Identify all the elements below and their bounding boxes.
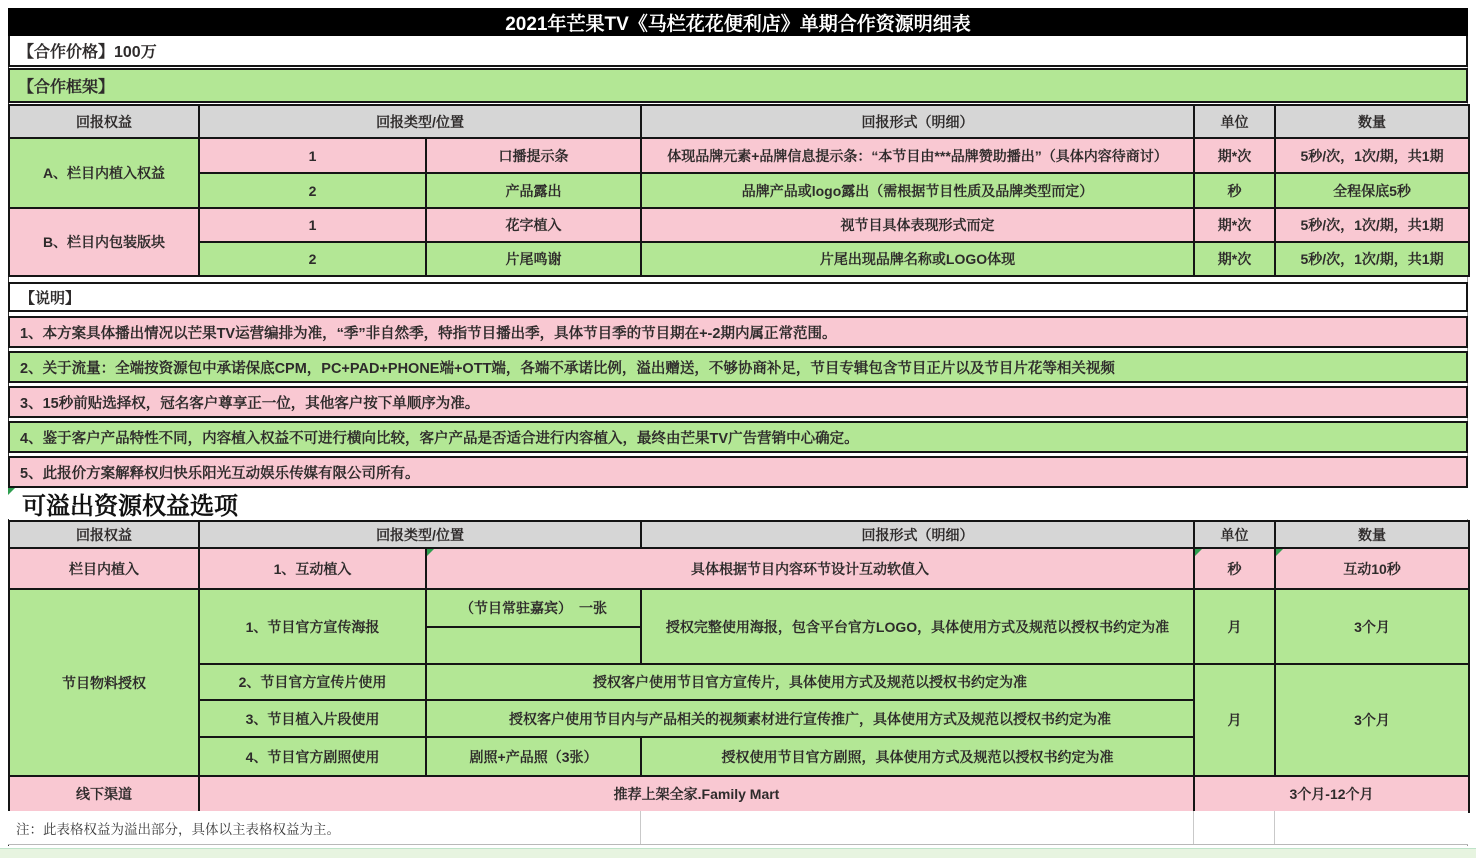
row-pos: 产品露出 <box>426 173 641 208</box>
row-detail: 推荐上架全家.Family Mart <box>199 776 1194 812</box>
row-detail: 授权客户使用节目内与产品相关的视频素材进行宣传推广，具体使用方式及规范以授权书约定为准 <box>426 700 1194 737</box>
row-pos: 片尾鸣谢 <box>426 242 641 276</box>
note-item-4: 4、鉴于客户产品特性不同，内容植入权益不可进行横向比较，客户产品是否适合进行内容植入，最终由芒果TV广告营销中心确定。 <box>8 421 1468 453</box>
cell-corner-marker <box>1195 549 1202 556</box>
row-type: 4、节目官方剧照使用 <box>199 737 426 776</box>
row-detail: 授权客户使用节目官方宣传片，具体使用方式及规范以授权书约定为准 <box>426 664 1194 700</box>
price-label: 【合作价格】100万 <box>18 44 157 61</box>
row-pos: 口播提示条 <box>426 138 641 173</box>
col-header-detail: 回报形式（明细） <box>641 105 1194 138</box>
row-detail: 授权使用节目官方剧照，具体使用方式及规范以授权书约定为准 <box>641 737 1194 776</box>
row-num: 2 <box>199 242 426 276</box>
row-qty: 5秒/次，1次/期，共1期 <box>1275 242 1469 276</box>
row-detail: 视节目具体表现形式而定 <box>641 208 1194 242</box>
row-type: 1、节目官方宣传海报 <box>199 589 426 664</box>
col-header-detail: 回报形式（明细） <box>641 521 1194 548</box>
overflow-section-title: 可溢出资源权益选项 <box>22 491 238 520</box>
row-benefit: 线下渠道 <box>9 776 199 812</box>
cell-corner-marker <box>1276 549 1283 556</box>
overflow-section-title-row <box>8 488 1468 519</box>
col-header-qty: 数量 <box>1275 521 1469 548</box>
table-row <box>9 776 1469 812</box>
bottom-strip <box>0 848 1476 858</box>
col-header-benefit: 回报权益 <box>9 521 199 548</box>
table2-header-row <box>9 521 1469 548</box>
col-header-unit: 单位 <box>1194 105 1275 138</box>
table-row <box>9 589 1469 627</box>
framework-label: 【合作框架】 <box>18 79 115 96</box>
table-row <box>9 664 1469 700</box>
cell-corner-marker <box>427 549 434 556</box>
row-unit: 秒 <box>1194 173 1275 208</box>
row-qty: 全程保底5秒 <box>1275 173 1469 208</box>
row-unit: 期*次 <box>1194 138 1275 173</box>
note-item-1: 1、本方案具体播出情况以芒果TV运营编排为准，“季”非自然季，特指节目播出季，具体节目季的节目期在+-2期内属正常范围。 <box>8 316 1468 348</box>
note-item-5: 5、此报价方案解释权归快乐阳光互动娱乐传媒有限公司所有。 <box>8 456 1468 488</box>
row-unit: 秒 <box>1194 548 1275 589</box>
col-header-qty: 数量 <box>1275 105 1469 138</box>
row-unit: 期*次 <box>1194 208 1275 242</box>
cell-corner-marker <box>8 488 15 495</box>
note-item-3: 3、15秒前贴选择权，冠名客户尊享正一位，其他客户按下单顺序为准。 <box>8 386 1468 418</box>
col-header-type: 回报类型/位置 <box>199 521 641 548</box>
overflow-table <box>8 520 1470 813</box>
row-pos: （节目常驻嘉宾） 一张 <box>426 589 641 627</box>
framework-table <box>8 104 1470 277</box>
footer-note-text: 注：此表格权益为溢出部分，具体以主表格权益为主。 <box>16 821 340 837</box>
notes-label-text: 【说明】 <box>20 289 81 307</box>
col-header-type: 回报类型/位置 <box>199 105 641 138</box>
gridline <box>640 811 641 844</box>
shared-qty: 3个月 <box>1275 664 1469 776</box>
note-item-2: 2、关于流量：全端按资源包中承诺保底CPM，PC+PAD+PHONE端+OTT端，各端不承诺比例，溢出赠送，不够协商补足，节目专辑包含节目正片以及节目片花等相关视频 <box>8 351 1468 383</box>
document-title-bar <box>8 8 1468 36</box>
group-a-cell: A、栏目内植入权益 <box>9 138 199 208</box>
table-row <box>9 242 1469 276</box>
row-detail: 品牌产品或logo露出（需根据节目性质及品牌类型而定） <box>641 173 1194 208</box>
row-type: 1、互动植入 <box>199 548 426 589</box>
row-pos: 剧照+产品照（3张） <box>426 737 641 776</box>
row-detail: 具体根据节目内容环节设计互动软值入 <box>426 548 1194 589</box>
table-row <box>9 548 1469 589</box>
group-b-cell: B、栏目内包装版块 <box>9 208 199 276</box>
table-row <box>9 138 1469 173</box>
gridline <box>1193 811 1194 844</box>
table1-header-row <box>9 105 1469 138</box>
row-qty: 互动10秒 <box>1275 548 1469 589</box>
row-pos: 花字植入 <box>426 208 641 242</box>
col-header-unit: 单位 <box>1194 521 1275 548</box>
shared-unit: 月 <box>1194 664 1275 776</box>
row-unit: 期*次 <box>1194 242 1275 276</box>
row-qty: 3个月-12个月 <box>1194 776 1469 812</box>
table-row <box>9 173 1469 208</box>
row-type: 2、节目官方宣传片使用 <box>199 664 426 700</box>
document-title: 2021年芒果TV《马栏花花便利店》单期合作资源明细表 <box>505 13 971 35</box>
footer-note-row <box>8 811 1468 845</box>
table-row <box>9 208 1469 242</box>
row-benefit: 栏目内植入 <box>9 548 199 589</box>
row-num: 1 <box>199 208 426 242</box>
row-num: 2 <box>199 173 426 208</box>
row-detail: 片尾出现品牌名称或LOGO体现 <box>641 242 1194 276</box>
group-materials-cell: 节目物料授权 <box>9 589 199 776</box>
row-detail: 体现品牌元素+品牌信息提示条：“本节目由***品牌赞助播出”（具体内容待商讨） <box>641 138 1194 173</box>
row-qty: 5秒/次，1次/期，共1期 <box>1275 138 1469 173</box>
row-qty: 5秒/次，1次/期，共1期 <box>1275 208 1469 242</box>
row-type: 3、节目植入片段使用 <box>199 700 426 737</box>
gridline <box>1274 811 1275 844</box>
row-qty: 3个月 <box>1275 589 1469 664</box>
col-header-benefit: 回报权益 <box>9 105 199 138</box>
notes-section-label <box>8 282 1468 312</box>
row-unit: 月 <box>1194 589 1275 664</box>
row-pos-empty <box>426 627 641 664</box>
price-row <box>8 36 1468 67</box>
row-num: 1 <box>199 138 426 173</box>
framework-row <box>8 68 1468 103</box>
row-detail: 授权完整使用海报，包含平台官方LOGO，具体使用方式及规范以授权书约定为准 <box>641 589 1194 664</box>
